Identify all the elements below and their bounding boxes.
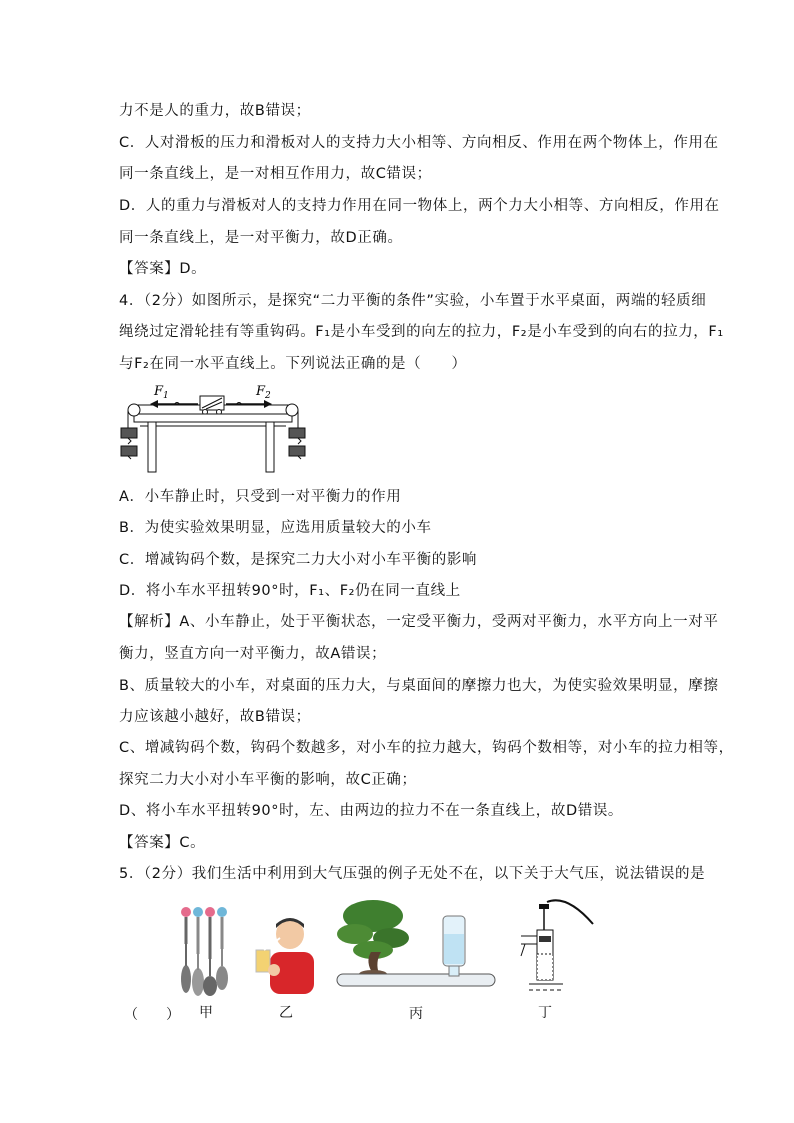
analysis-line-3: B、质量较大的小车，对桌面的压力大，与桌面间的摩擦力也大，为使实验效果明显，摩擦 — [119, 678, 719, 694]
bonsai-bottle-figure — [333, 894, 501, 996]
option-d: D．将小车水平扭转90°时，F₁、F₂仍在同一直线上 — [119, 583, 461, 599]
option-a: A．小车静止时，只受到一对平衡力的作用 — [119, 489, 402, 505]
cart — [200, 396, 224, 415]
option-c: C．增减钩码个数，是探究二力大小对小车平衡的影响 — [119, 552, 478, 568]
caption-yi: 乙 — [279, 1005, 293, 1021]
right-pulley — [286, 404, 298, 416]
suction-hooks-figure — [176, 904, 234, 999]
question-4-line-1: 4．（2分）如图所示，是探究“二力平衡的条件”实验，小车置于水平桌面，两端的轻质细 — [119, 293, 707, 309]
caption-ding: 丁 — [538, 1005, 552, 1021]
f2-arrow — [226, 400, 272, 408]
f1-label: $F_1$ — [154, 384, 169, 401]
question-4-line-3: 与F₂在同一水平直线上。下列说法正确的是（ ） — [119, 356, 467, 372]
answer-line-q4: 【答案】C。 — [119, 835, 206, 851]
balance-experiment-figure — [118, 380, 308, 475]
analysis-line-5: C、增减钩码个数，钩码个数越多，对小车的拉力越大，钩码个数相等，对小车的拉力相等， — [119, 740, 734, 756]
analysis-line-1: 【解析】A、小车静止，处于平衡状态，一定受平衡力，受两对平衡力，水平方向上一对平 — [119, 614, 719, 630]
question-4-line-2: 绳绕过定滑轮挂有等重钩码。F₁是小车受到的向左的拉力，F₂是小车受到的向右的拉力，F₁ — [119, 324, 724, 340]
left-pulley — [128, 404, 140, 416]
answer-paren: （ ） — [124, 1007, 180, 1023]
text-line-1: 力不是人的重力，故B错误； — [119, 103, 311, 119]
f1-arrow — [150, 400, 198, 408]
left-weights — [121, 428, 137, 459]
text-line-4: D．人的重力与滑板对人的支持力作用在同一物体上，两个力大小相等、方向相反，作用在 — [119, 198, 720, 214]
pump-figure — [511, 896, 595, 994]
text-line-2: C．人对滑板的压力和滑板对人的支持力大小相等、方向相反、作用在两个物体上，作用在 — [119, 135, 719, 151]
analysis-line-4: 力应该越小越好，故B错误； — [119, 709, 311, 725]
analysis-line-7: D、将小车水平扭转90°时，左、由两边的拉力不在一条直线上，故D错误。 — [119, 803, 624, 819]
table — [134, 414, 292, 422]
caption-bing: 丙 — [409, 1006, 423, 1022]
right-weights — [289, 428, 305, 459]
analysis-line-2: 衡力，竖直方向一对平衡力，故A错误； — [119, 646, 387, 662]
text-line-5: 同一条直线上，是一对平衡力，故D正确。 — [119, 230, 403, 246]
answer-line-q3: 【答案】D。 — [119, 261, 207, 277]
analysis-line-6: 探究二力大小对小车平衡的影响，故C正确； — [119, 772, 417, 788]
caption-jia: 甲 — [199, 1005, 213, 1021]
option-b: B．为使实验效果明显，应选用质量较大的小车 — [119, 520, 432, 536]
question-5-line-1: 5．（2分）我们生活中利用到大气压强的例子无处不在，以下关于大气压，说法错误的是 — [119, 866, 706, 882]
child-drinking-figure — [250, 914, 320, 994]
f2-label: $F_2$ — [256, 384, 271, 401]
text-line-3: 同一条直线上，是一对相互作用力，故C错误； — [119, 166, 432, 182]
